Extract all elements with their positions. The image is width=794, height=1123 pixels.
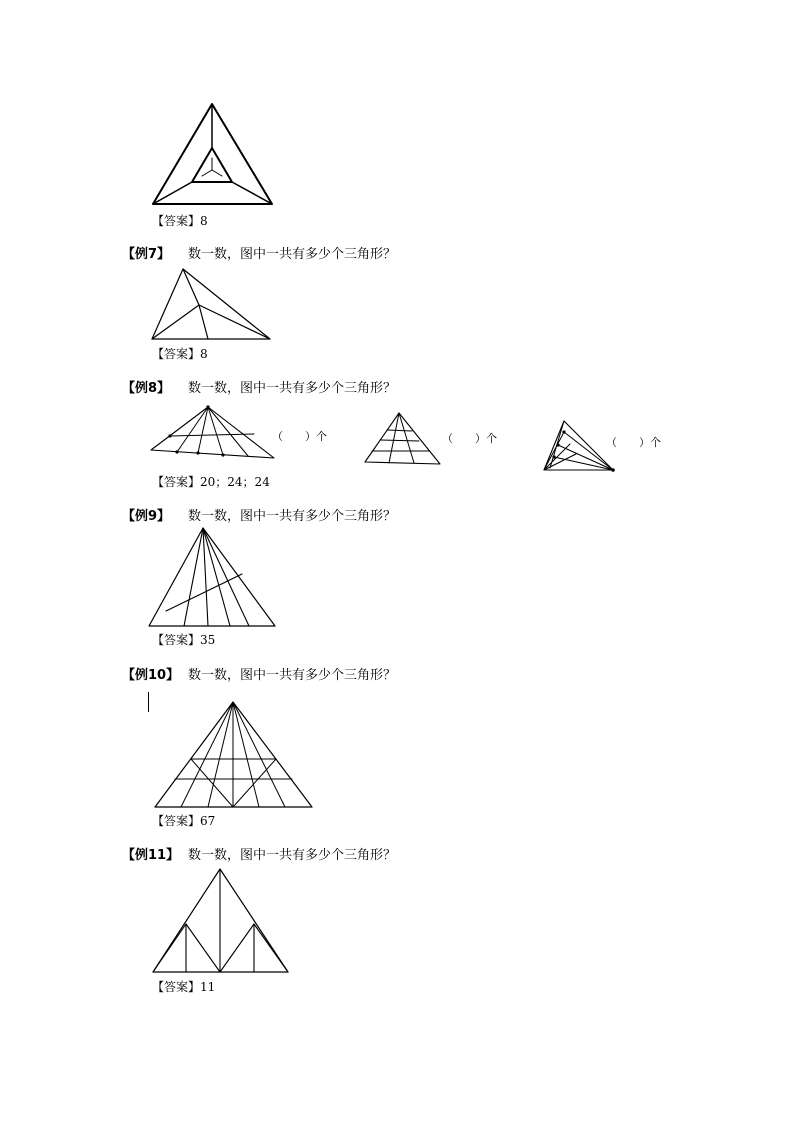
figure-ex8-a <box>148 402 278 464</box>
answer-value: 8 <box>200 347 208 361</box>
example-label: 【例11】 <box>122 848 180 863</box>
answer-ex9 <box>152 633 215 647</box>
text-cursor <box>148 692 149 712</box>
question-ex9 <box>122 509 397 525</box>
question-ex10 <box>122 668 397 684</box>
figure-ex6 <box>150 100 275 208</box>
answer-label: 【答案】 <box>152 214 201 228</box>
answer-ex11 <box>152 980 215 994</box>
question-ex8 <box>122 381 397 397</box>
answer-label: 【答案】 <box>152 814 201 828</box>
figure-ex10 <box>152 699 316 811</box>
answer-value: 20；24；24 <box>200 475 270 489</box>
figure-ex8-b <box>362 410 444 466</box>
answer-blank-c[interactable]: （ ）个 <box>606 436 661 449</box>
question-ex7 <box>122 247 397 263</box>
example-label: 【例7】 <box>122 247 171 262</box>
figure-ex9 <box>146 525 278 629</box>
question-text: 数一数，图中一共有多少个三角形？ <box>188 509 397 524</box>
figure-ex7 <box>150 265 275 343</box>
figure-ex8-c <box>542 418 616 474</box>
answer-value: 67 <box>200 814 216 828</box>
answer-value: 8 <box>200 214 208 228</box>
answer-label: 【答案】 <box>152 347 201 361</box>
example-label: 【例10】 <box>122 668 180 683</box>
answer-ex6 <box>152 214 208 228</box>
answer-value: 35 <box>200 633 216 647</box>
figure-ex11 <box>150 866 292 976</box>
answer-label: 【答案】 <box>152 475 201 489</box>
answer-label: 【答案】 <box>152 633 201 647</box>
example-label: 【例9】 <box>122 509 171 524</box>
answer-blank-a[interactable]: （ ）个 <box>272 430 327 443</box>
question-ex11 <box>122 848 397 864</box>
answer-ex8 <box>152 475 270 489</box>
question-text: 数一数，图中一共有多少个三角形？ <box>188 848 397 863</box>
question-text: 数一数，图中一共有多少个三角形？ <box>188 381 397 396</box>
answer-ex10 <box>152 814 215 828</box>
answer-ex7 <box>152 347 208 361</box>
example-label: 【例8】 <box>122 381 171 396</box>
answer-label: 【答案】 <box>152 980 201 994</box>
answer-blank-b[interactable]: （ ）个 <box>442 432 497 445</box>
question-text: 数一数，图中一共有多少个三角形？ <box>188 668 397 683</box>
answer-value: 11 <box>200 980 216 994</box>
question-text: 数一数，图中一共有多少个三角形？ <box>188 247 397 262</box>
